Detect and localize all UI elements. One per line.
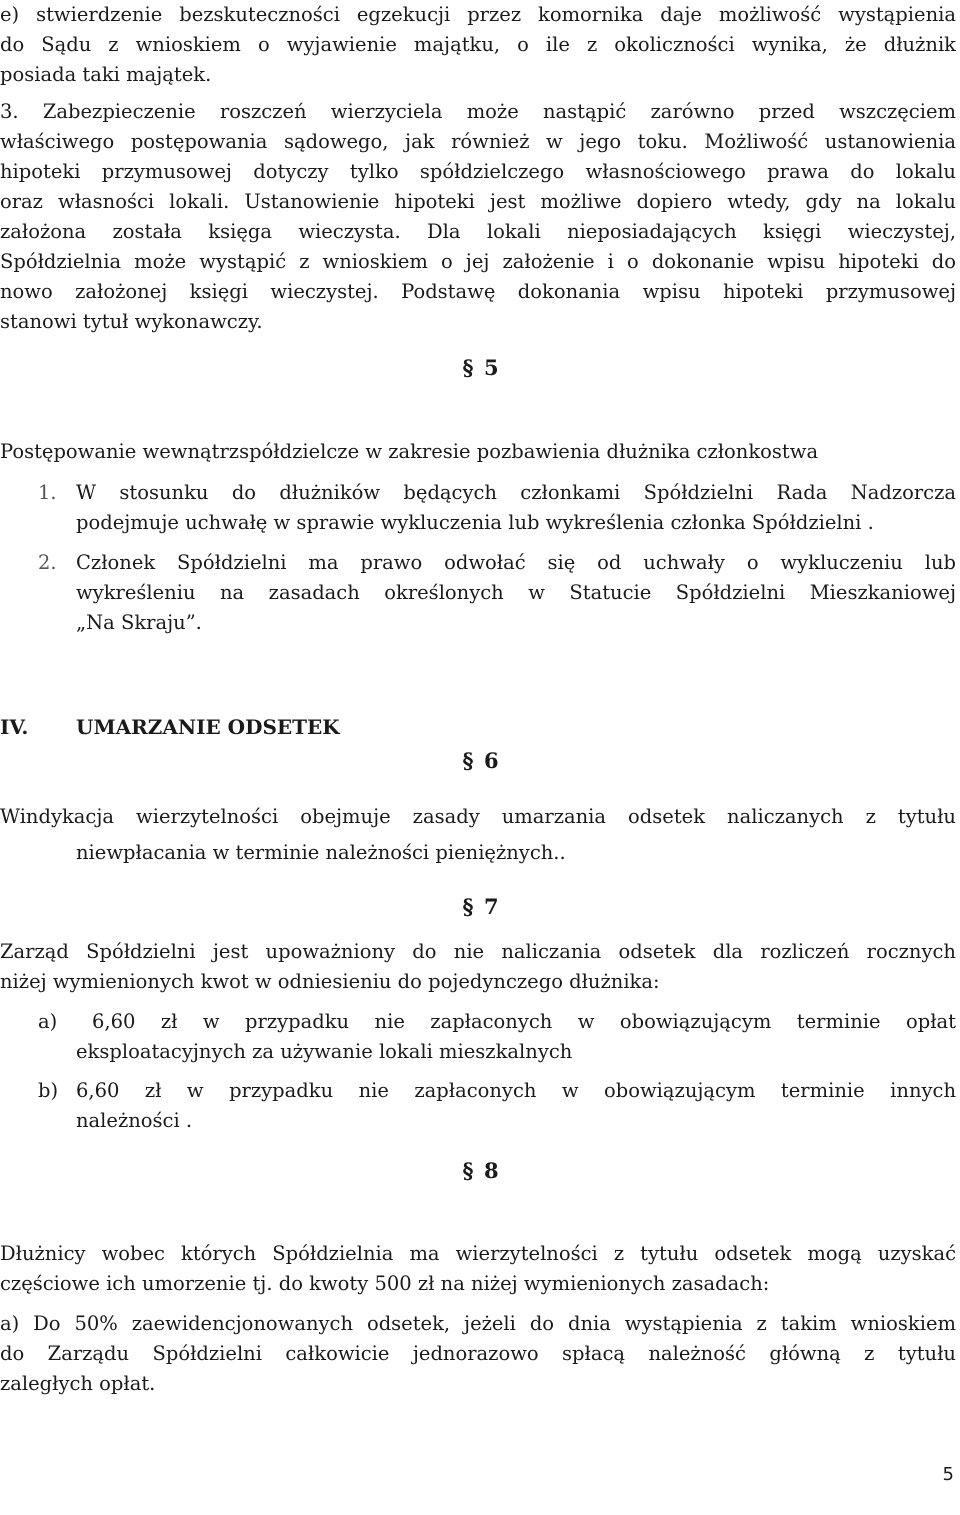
section-symbol: §	[462, 1158, 474, 1183]
paragraph-e-line-1: e) stwierdzenie bezskuteczności egzekucji przez komornika daje możliwość wystąpienia	[0, 3, 956, 26]
section-8-heading	[458, 1156, 499, 1186]
section-number: 6	[484, 748, 499, 773]
section-7-item-a-line-2: eksploatacyjnych za używanie lokali mieszkalnych	[76, 1040, 573, 1063]
section-number: 8	[484, 1158, 499, 1183]
section-5-title: Postępowanie wewnątrzspółdzielcze w zakresie pozbawienia dłużnika członkostwa	[0, 440, 819, 463]
section-5-item-2-line-2: wykreśleniu na zasadach określonych w Statucie Spółdzielni Mieszkaniowej	[76, 581, 956, 604]
point-3-line-3: hipoteki przymusowej dotyczy tylko spółdzielczego własnościowego prawa do lokalu	[0, 160, 956, 183]
section-number: 5	[484, 355, 499, 380]
section-7-line-1: Zarząd Spółdzielni jest upoważniony do nie naliczania odsetek dla rozliczeń rocznych	[0, 940, 956, 963]
list-item-label: b)	[38, 1079, 59, 1102]
section-6-line-1: Windykacja wierzytelności obejmuje zasady umarzania odsetek naliczanych z tytułu	[0, 805, 956, 828]
section-symbol: §	[462, 355, 474, 380]
section-6-line-2: niewpłacania w terminie należności pieniężnych..	[76, 841, 566, 864]
list-item-number: 1.	[38, 481, 57, 504]
section-7-item-b-line-1: 6,60 zł w przypadku nie zapłaconych w obowiązującym terminie innych	[76, 1079, 956, 1102]
section-8-item-a-line-3: zaległych opłat.	[0, 1372, 156, 1395]
section-number: 7	[484, 894, 499, 919]
chapter-title: UMARZANIE ODSETEK	[76, 715, 340, 739]
section-5-item-1-line-1: W stosunku do dłużników będących członkami Spółdzielni Rada Nadzorcza	[76, 481, 956, 504]
section-5-heading	[458, 353, 499, 383]
point-3-line-4: oraz własności lokali. Ustanowienie hipoteki jest możliwe dopiero wtedy, gdy na lokalu	[0, 190, 956, 213]
section-6-heading	[458, 746, 499, 776]
paragraph-e-line-3: posiada taki majątek.	[0, 63, 212, 86]
section-8-item-a-line-2: do Zarządu Spółdzielni całkowicie jednorazowo spłacą należność główną z tytułu	[0, 1342, 956, 1365]
section-7-heading	[458, 892, 499, 922]
list-item-label: a)	[38, 1010, 58, 1033]
section-8-item-a-line-1: a) Do 50% zaewidencjonowanych odsetek, jeżeli do dnia wystąpienia z takim wnioskiem	[0, 1312, 956, 1335]
page-number: 5	[942, 1464, 954, 1485]
paragraph-e-line-2: do Sądu z wnioskiem o wyjawienie majątku, o ile z okoliczności wynika, że dłużnik	[0, 33, 956, 56]
section-8-line-2: częściowe ich umorzenie tj. do kwoty 500 zł na niżej wymienionych zasadach:	[0, 1272, 770, 1295]
chapter-number: IV.	[0, 715, 29, 739]
section-7-line-2: niżej wymienionych kwot w odniesieniu do pojedynczego dłużnika:	[0, 970, 660, 993]
point-3-line-6: Spółdzielnia może wystąpić z wnioskiem o jej założenie i o dokonanie wpisu hipoteki do	[0, 250, 956, 273]
section-7-item-a-line-1: 6,60 zł w przypadku nie zapłaconych w obowiązującym terminie opłat	[92, 1010, 956, 1033]
section-5-item-2-line-1: Członek Spółdzielni ma prawo odwołać się od uchwały o wykluczeniu lub	[76, 551, 956, 574]
section-7-item-b-line-2: należności .	[76, 1109, 193, 1132]
point-3-line-8: stanowi tytuł wykonawczy.	[0, 310, 263, 333]
section-symbol: §	[462, 748, 474, 773]
point-3-line-7: nowo założonej księgi wieczystej. Podstawę dokonania wpisu hipoteki przymusowej	[0, 280, 956, 303]
point-3-line-1: 3. Zabezpieczenie roszczeń wierzyciela może nastąpić zarówno przed wszczęciem	[0, 100, 956, 123]
section-8-line-1: Dłużnicy wobec których Spółdzielnia ma wierzytelności z tytułu odsetek mogą uzyskać	[0, 1242, 956, 1265]
section-5-item-2-line-3: „Na Skraju”.	[76, 611, 202, 634]
list-item-number: 2.	[38, 551, 57, 574]
section-symbol: §	[462, 894, 474, 919]
point-3-line-5: założona została księga wieczysta. Dla lokali nieposiadających księgi wieczystej,	[0, 220, 956, 243]
section-5-item-1-line-2: podejmuje uchwałę w sprawie wykluczenia lub wykreślenia członka Spółdzielni .	[76, 511, 874, 534]
point-3-line-2: właściwego postępowania sądowego, jak również w jego toku. Możliwość ustanowienia	[0, 130, 956, 153]
